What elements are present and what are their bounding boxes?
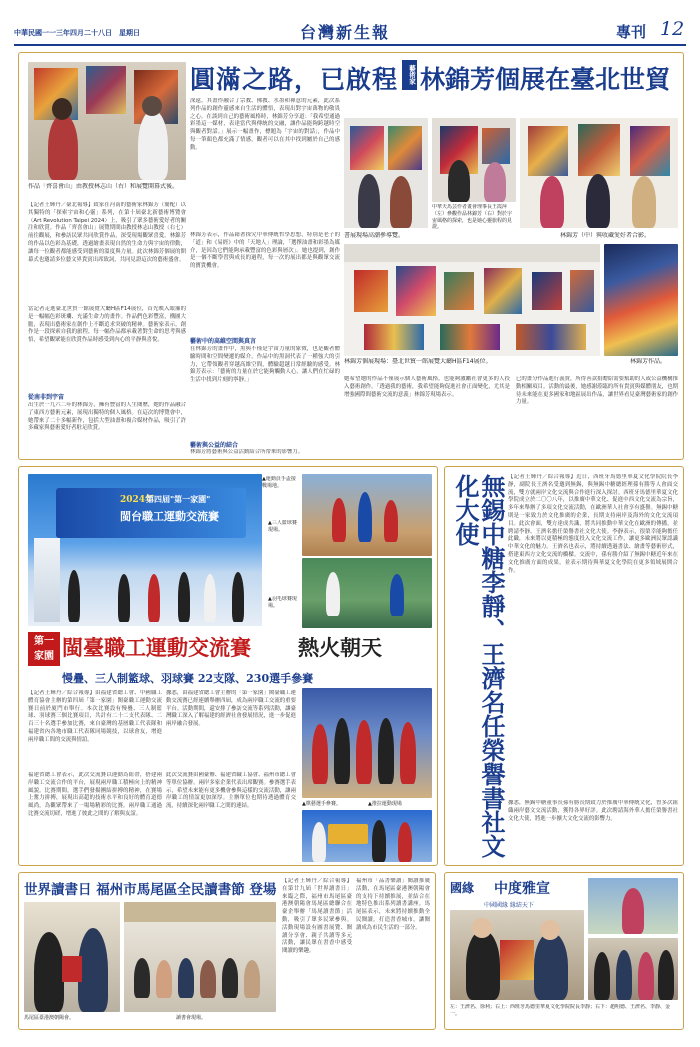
art-column-5: 林錦芳表示，作品藉著探究中華傳統哲學思想，特別是老子的「道」和《易經》中的「天地人」理論，「選擇油畫和彩墨為媒介，是因為它們能夠承載豐富的色彩與層次」。她也提到，創作是一個不斷學習與成長的過程，每一次的展出都是與觀眾交流的寶貴機會。 <box>190 232 340 270</box>
sports-column-2: 福建省總工會表示，此次交流賽以運動為紐帶，搭建兩岸職工交流合作的平台，展現兩岸職工積極向上的精神風貌。比賽期間，選手們發揚團結拼搏的精神，在賽場上奮力拼搏，展現出高超的技術水平和良好的體育道德風尚，為觀眾帶來了一場場精彩的比賽。兩岸職工通過比賽交流切磋，增進了彼此之間的了解與友誼。 <box>28 772 162 817</box>
art-headline-sub: 林錦芳個展在臺北世貿 <box>420 65 671 94</box>
fuzhou-photo-1 <box>24 902 120 1012</box>
wuxi-logo-mark: 國緣 <box>450 881 475 895</box>
masthead-rule <box>14 44 686 46</box>
banner-year: 2024年 <box>120 495 155 505</box>
sports-column-1: 【記者王輝丹／綜合報導】由福建省總工會、中國職工體育協會主辦的第四屆「第一家園」閩臺職工運動交流賽日前於廈門市舉行。本次比賽設有慢疊、三人制籃球、羽球賽三個比賽項目，共計有二十二支代表隊、二百三十名選手參加比賽，來自臺灣的基層職工代表隊和福建省內各地市職工代表隊同場競技，以球會友，增進兩岸職工間的交流與情誼。 <box>28 690 162 743</box>
wuxi-logo-panel <box>450 878 584 898</box>
art-column-7: 林錦芳將藝術與公益活動結合所帶來的影響力。 <box>190 449 304 455</box>
gallery-caption-a: 書展現場高潮參導覽。 <box>344 232 405 239</box>
fuzhou-caption-2: 讀書會現場。 <box>176 1015 207 1021</box>
sports-subtitle: 慢疊、三人制籃球、羽球賽 22支隊、230選手參賽 <box>62 672 314 685</box>
issue-date: 中華民國一一三年四月二十八日 星期日 <box>14 30 140 37</box>
fuzhou-caption-1: 馬尾區臺港澳朝陽會。 <box>24 1015 75 1021</box>
booth-photo <box>344 244 600 356</box>
masthead <box>14 18 686 44</box>
wuxi-logo-slogan: 中國國緣 緣結天下 <box>484 902 534 909</box>
fuzhou-title: 世界讀書日 福州市馬尾區全民讀書節 登場 <box>24 882 277 898</box>
artwork-photo <box>604 244 678 356</box>
gallery-caption-c: 林錦芳（中）與收藏愛好者合影。 <box>560 232 651 239</box>
art-headline: 圓滿之路，已啟程 <box>190 65 399 94</box>
newspaper-title: 台灣新生報 <box>300 23 391 42</box>
art-column-2: 當記者走進臺北世貿一館展覽大廳H區F14展位，首先映入眼簾的是一幅幅色彩斑斕、充滿生命力的畫作。作品們色彩豐富，構圖大膽，表現出藝術家在創作上不斷追求突破的精神。藝術家表示，創作是一段探索自我的旅程，每一幅作品都承載著對生命的思考與感悟，希望觀眾能在欣賞作品時感受到內心的平靜與喜悅。 <box>28 306 186 344</box>
art-column-6: 在林錦芳的畫作中，黑與不僅是宇宙力量的象徵，也是觀者體驗時間和空間變遷的媒介。作品中的黑洞代表了一種強大的引力，它帶領觀者穿越高維空間，體驗超越日常經驗的感受。林錦芳表示：「藝術的力量在於它能夠觸動人心，讓人們在忙碌的生活中找到片刻的寧靜。」 <box>190 346 340 384</box>
basketball-photo <box>302 474 432 556</box>
gallery-caption-b: 中華天馬芸作者畫會理事長王霞萍（左）參觀作品林錦芳（右）對於宇宙風格的探索，也是她心靈旅程的見證。 <box>432 204 513 231</box>
sports-caption-2: ▲三人籃球賽現場。 <box>268 520 297 533</box>
sports-title-tag <box>28 632 60 666</box>
wuxi-photo-main <box>450 910 584 1000</box>
sports-caption-5: ▲棋藝選手參賽。 <box>302 801 341 807</box>
wuxi-photo-bottom-right <box>588 938 678 1000</box>
art-subhead-c: 藝術與公益的結合 <box>190 442 239 449</box>
page-number: 12 <box>660 18 685 40</box>
gallery-photo-b <box>432 118 516 202</box>
sports-column-4: 此次交流賽由國臺辦、福建省職工協會、福州市總工會等單位協辦，兩岸多家企業代表出席觀賽。參賽選手表示，希望未來能有更多機會參與這樣的交流活動，讓兩岸職工的情誼更加深厚。主辦單位也期待透過體育交流，持續深化兩岸職工之間的連結。 <box>166 772 296 810</box>
wuxi-photo-caption: 左：王濟名、徐利；右上：西班牙馬德里華夏文化學院院長李靜；右下：趙明德、王濟名、李靜、金一。 <box>450 1004 671 1017</box>
sports-caption-3: ▲羽毛球賽現場。 <box>268 596 297 609</box>
title-tag-line1: 第一 <box>34 636 54 647</box>
fuzhou-photo-2 <box>124 902 276 1012</box>
sports-banner-photo <box>28 474 262 626</box>
wuxi-column-2: 據悉，無錫中糖董事長孫有勝長期致力於推廣中華傳統文化，曾多次組織兩岸藝文交流活動，獲得各界好評。此次聘請海外華人擔任榮譽書社文化大使，將進一步擴大文化交流的影響力。 <box>508 800 678 822</box>
fuzhou-column: 【記者王輝丹／綜合報導】在第廿九屆「世界讀書日」來臨之際，福州市馬尾區臺港澳朝陽會馬尾區總聯合在臺企舉辦「馬尾讀書節」活動，吸引了眾多民眾參與。活動現場設有圖書展覽、閱讀分享會、親子共讀等多元活動，讓民眾在書香中感受閱讀的樂趣。 <box>282 878 352 955</box>
sports-caption-1: ▲運動員手盃接戰場地。 <box>262 476 296 489</box>
award-photo <box>302 810 432 862</box>
wuxi-photo-top-right <box>588 878 678 934</box>
banner-title: 閩台職工運動交流賽 <box>120 510 219 523</box>
art-column-8: 她希望她的作品不僅展示個人藝術風格，也能夠激勵社會更多的人投入藝術創作。「透過我的藝術，我希望能夠促進社會正面變化，尤其是增強國際間藝術交流的意義」林錦芳現場表示。 <box>344 376 510 398</box>
badminton-photo <box>302 558 432 628</box>
gallery-photo-c <box>520 118 678 228</box>
art-subhead-b: 藝術中的高維空間與真言 <box>190 338 257 345</box>
booth-caption: 林錦芳個展現場：臺北世貿一館展覽大廳H區F14展位。 <box>344 358 492 365</box>
art-column-1: 【記者王輝丹／臺北報導】致家在河南的藝術家林錦芳（簡配）以其獨特的「探索宇宙和心靈」系列，在第十屆臺北新藝術博覽會（Art Revolution Taipei 2024）上，吸引了眾多藝術愛好者的關注和欣賞。作品「齊喜會山」展覽期間由教授林志山教授（右七）前往觀展，和參訪民眾共同欣賞作品，深受現場觀眾喜愛。林錦芳的作品以色彩為基礎，透過繪畫表現自然的生命力與宇宙的律動，讓每一位觀者都能感受到藝術的溫度與力量。此次林錦芳個展的開幕式也邀請多位藝文界貴賓出席致詞，共同見證這次的藝術盛會。 <box>28 202 186 263</box>
wuxi-column: 【記者王輝丹／綜合報導】近日，西班牙馬德里華夏文化學院院長李靜，副院長王濟名受邀到無錫，與無錫中糖總經理孫有勝等人會面交流，雙方就兩岸文化交流與合作進行深入探討。西班牙馬德里華夏文化學院成立於二〇〇八年，以推廣中華文化、促進中西文化交流為宗旨，多年來舉辦了多項文化交流活動，在歐洲華人社會享有盛譽。無錫中糖則是一家致力於文化推廣的企業，長期支持兩岸及海外的文化交流項目。此次會面，雙方達成共識，將共同推動中華文化在歐洲的傳播，並聘請李靜、王濟名擔任榮譽書社文化大使。李靜表示，很榮幸能夠擔任此職，未來將以更積極的態度投入文化交流工作，讓更多歐洲民眾認識中華文化的魅力。王濟名也表示，將持續透過書法、繪畫等藝術形式，搭建東西方文化交流的橋樑。交流中，孫有勝介紹了無錫中糖近年來在文化推廣方面的成果，並表示期待與華夏文化學院在更多領域展開合作。 <box>508 474 678 574</box>
art-headline-tag: 藝術家 <box>402 60 417 90</box>
artwork-caption: 林錦芳作品。 <box>630 358 667 365</box>
art-subhead-a: 從南非到宇宙 <box>28 394 65 401</box>
gallery-photo-a <box>344 118 428 228</box>
sports-title-hot: 熱火朝天 <box>298 635 382 660</box>
wuxi-title: 無錫中糖李靜、王濟名任榮譽書社文化大使 <box>451 474 506 858</box>
wuxi-logo-name: 中度雅宣 <box>494 881 550 897</box>
team-photo <box>302 688 432 798</box>
sports-column-3: 據悉，由福建省總工會主辦的「第一家園」閩臺職工運動交流賽已經連續舉辦四屆，成為兩岸職工交流的重要平台。活動期間，還安排了參訪交流等系列活動，讓臺灣職工深入了解福建的經濟社會發展情況，進一步促進兩岸融合發展。 <box>166 690 296 728</box>
title-tag-line2: 家園 <box>34 651 54 662</box>
artist-photo-caption: 作品「齊喜會山」由教授林志山（右）和展覽開幕式後。 <box>28 183 179 190</box>
banner-edition: 第四屆"第一家園" <box>146 495 211 504</box>
section-name: 專刊 <box>616 23 647 41</box>
artist-photo <box>28 62 186 180</box>
sports-caption-6: ▲推拉運動現場 <box>368 801 402 807</box>
art-column-3: 出生於一九六二年的林錦芳，擁有豐富的人生閱歷，她的作品融合了東西方藝術元素，展現出獨特的個人風格。在這次的博覽會中，她帶來了二十多幅新作，包括大型油畫和複合媒材作品，吸引了許多藏家與藝術愛好者駐足欣賞。 <box>28 402 186 432</box>
sports-title-main: 閩臺職工運動交流賽 <box>62 635 251 660</box>
art-column-9: 已的畫分作品進行義賣，所得善款捐贈給需要幫助的人或公益機構推動相關項目。活動的最後，她感謝蒞臨的所有貴賓與媒體朋友，也期待未來能在更多國家和地區展出作品，讓世界看見臺灣藝術家的創作力量。 <box>516 376 678 406</box>
fuzhou-column-2: 福州市「品書樂讀」閱讀推廣活動，在馬尾區臺港澳朝陽會的支持下持續推展，並結合在地特色推出系列讀書講座。馬尾區表示，未來將持續推動全民閱讀，打造書香城市，讓閱讀成為市民生活的一部分。 <box>356 878 430 931</box>
art-column-4: 深遠，其畫作融合了宗教、佛教、水墨和禪意的元素，此次系列作品的創作靈感來自生活的體悟，表現出對宇宙萬物的敬畏之心。在談到自己的藝術風格時，林錦芳分享道：「我希望通過彩墨這一媒材，表達當代與傳統的交融，讓作品能夠跨越時空與觀者對話。」展示一幅畫作，標題為「宇宙的對話」，作品中每一筆顏色都充滿了情感，觀者可以在其中找到屬於自己的感動。 <box>190 98 340 151</box>
